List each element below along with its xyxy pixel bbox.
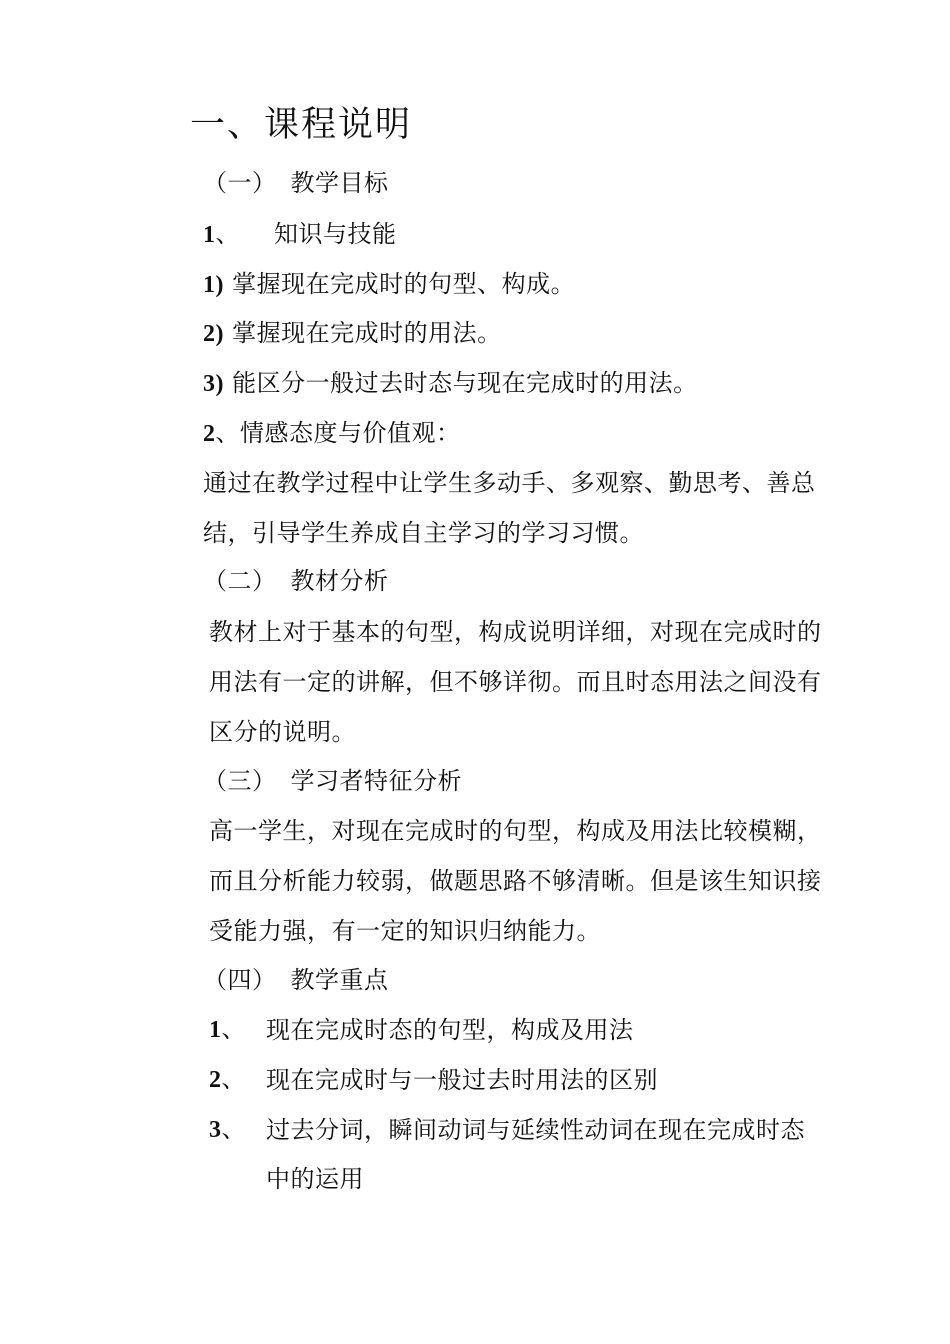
paragraph-line: 区分的说明。 xyxy=(209,718,356,746)
subheading-number: 2 xyxy=(203,421,216,447)
list-item xyxy=(203,318,502,349)
list-item-number: 2、 xyxy=(209,1067,246,1093)
heading-prefix: （二） xyxy=(203,567,277,595)
subheading-attitude xyxy=(203,418,461,449)
page-title: 一、课程说明 xyxy=(190,105,413,145)
list-item xyxy=(203,269,575,300)
paragraph-line: 受能力强，有一定的知识归纳能力。 xyxy=(209,917,601,945)
heading-text: 教学重点 xyxy=(290,966,389,994)
list-item-number: 1、 xyxy=(209,1017,246,1043)
list-item-text: 现在完成时与一般过去时用法的区别 xyxy=(266,1066,658,1094)
paragraph-line: 高一学生，对现在完成时的句型，构成及用法比较模糊， xyxy=(209,817,822,845)
subheading-separator: 、 xyxy=(215,220,240,248)
list-item-text: 掌握现在完成时的用法。 xyxy=(232,319,502,347)
list-item-text: 现在完成时态的句型，构成及用法 xyxy=(266,1016,634,1044)
paragraph-line: 而且分析能力较弱，做题思路不够清晰。但是该生知识接 xyxy=(209,867,822,895)
list-item-text: 过去分词，瞬间动词与延续性动词在现在完成时态 xyxy=(266,1116,805,1144)
subheading-text: 知识与技能 xyxy=(274,220,397,248)
list-item-text: 掌握现在完成时的句型、构成。 xyxy=(232,270,576,298)
heading-text: 学习者特征分析 xyxy=(290,767,462,795)
heading-text: 教材分析 xyxy=(290,567,389,595)
paragraph-line: 用法有一定的讲解，但不够详彻。而且时态用法之间没有 xyxy=(209,668,822,696)
subheading-text: 、情感态度与价值观： xyxy=(215,419,461,447)
list-item-text-continued: 中的运用 xyxy=(266,1165,364,1193)
heading-prefix: （四） xyxy=(203,966,277,994)
section-heading-learners xyxy=(203,766,462,796)
subheading-number: 1 xyxy=(203,222,216,248)
section-heading-goals xyxy=(203,168,389,198)
subheading-knowledge xyxy=(203,219,397,250)
list-item-text: 能区分一般过去时态与现在完成时的用法。 xyxy=(232,369,698,397)
heading-prefix: （一） xyxy=(203,169,277,197)
paragraph-line: 通过在教学过程中让学生多动手、多观察、勤思考、善总 xyxy=(203,469,816,497)
list-item-number: 1) xyxy=(203,272,224,298)
section-heading-materials xyxy=(203,566,389,596)
paragraph-line: 结，引导学生养成自主学习的学习习惯。 xyxy=(203,519,644,547)
list-item-number: 3、 xyxy=(209,1117,246,1143)
section-heading-key-points xyxy=(203,965,389,995)
list-item xyxy=(203,368,698,399)
list-item-number: 3) xyxy=(203,371,224,397)
heading-prefix: （三） xyxy=(203,767,277,795)
paragraph-line: 教材上对于基本的句型，构成说明详细，对现在完成时的 xyxy=(209,618,822,646)
list-item-number: 2) xyxy=(203,321,224,347)
heading-text: 教学目标 xyxy=(290,169,389,197)
